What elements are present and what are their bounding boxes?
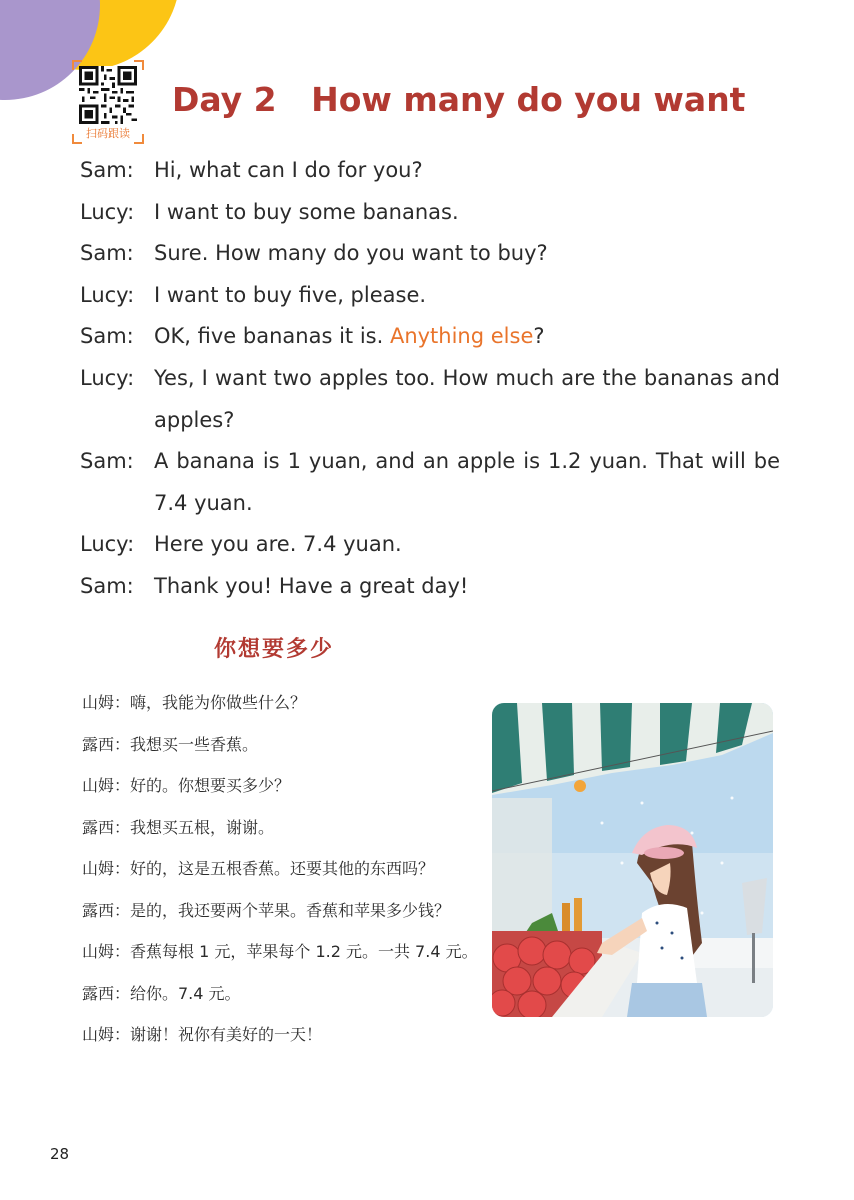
dialogue-line [80,192,780,234]
speaker-label: Sam: [80,324,134,349]
utterance: Yes, I want two apples too. How much are the bananas and apples? [154,365,780,432]
dialogue-line [80,566,780,608]
translation-line: 山姆：嗨，我能为你做些什么？ [82,693,307,712]
dialogue-line [80,441,780,524]
speaker-label: Lucy: [80,532,135,557]
translation-line: 山姆：好的。你想要买多少？ [82,776,291,795]
translation-title: 你想要多少 [214,637,335,662]
dialogue-line [80,358,780,441]
chinese-translation [82,682,492,1056]
speaker-label: Sam: [80,573,134,598]
translation-line: 露西：是的，我还要两个苹果。香蕉和苹果多少钱？ [82,900,451,920]
translation-line: 山姆：香蕉每根 1 元，苹果每个 1.2 元。一共 7.4 元。 [82,942,478,961]
translation-line: 山姆：谢谢！祝你有美好的一天！ [82,1025,323,1044]
utterance: Here you are. 7.4 yuan. [154,532,402,557]
utterance: Sure. How many do you want to buy? [154,241,548,266]
english-dialogue [80,150,780,608]
dialogue-line [80,524,780,566]
translation-line: 露西：给你。7.4 元。 [82,983,241,1003]
utterance: A banana is 1 yuan, and an apple is 1.2 yuan. That will be 7.4 yuan. [154,449,780,515]
dialogue-line [80,275,780,317]
utterance: Hi, what can I do for you? [154,158,423,182]
speaker-label: Sam: [80,158,134,182]
speaker-label: Sam: [80,241,134,266]
translation-line: 露西：我想买五根，谢谢。 [82,817,275,837]
utterance [154,316,780,358]
fruit-stall-illustration [492,703,773,1017]
qr-caption: 扫码跟读 [86,127,130,140]
speaker-label: Lucy: [80,282,135,307]
qr-code-icon [79,66,137,124]
translation-line: 山姆：好的，这是五根香蕉。还要其他的东西吗？ [82,859,435,878]
translation-line: 露西：我想买一些香蕉。 [82,734,259,754]
speaker-label: Lucy: [80,365,135,390]
speaker-label: Lucy: [80,199,135,224]
utterance: I want to buy five, please. [154,282,427,307]
dialogue-line [80,316,780,358]
qr-code-read-along[interactable] [72,60,144,144]
dialogue-line [80,150,780,192]
page-number: 28 [50,1145,70,1163]
speaker-label: Sam: [80,449,134,474]
utterance: I want to buy some bananas. [154,199,459,224]
utterance: Thank you! Have a great day! [154,573,469,598]
highlighted-phrase: Anything else [389,324,534,349]
utterance-part: ? [533,324,545,349]
page-title: Day 2 How many do you want [172,80,746,119]
utterance-part: OK, five bananas it is. [154,324,390,349]
dialogue-line [80,233,780,275]
